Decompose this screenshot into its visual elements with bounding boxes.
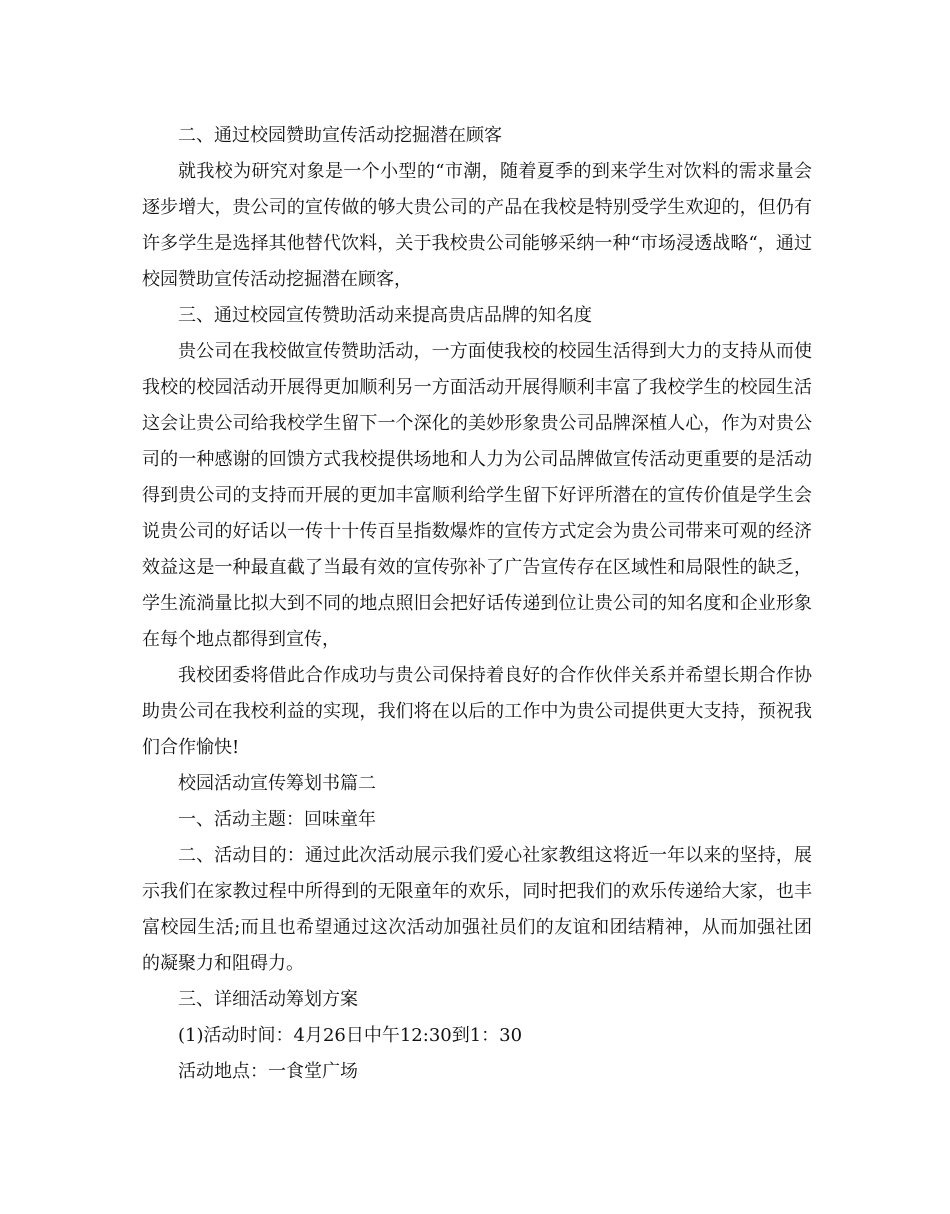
activity-purpose: 二、活动目的：通过此次活动展示我们爱心社家教组这将近一年以来的坚持，展示我们在家教过程中所得到的无限童年的欢乐，同时把我们的欢乐传递给大家，也丰富校园生活;而且也希望通过这次活动加强社员们的友谊和团结精神，从而加强社团的凝聚力和阻碍力。 xyxy=(142,845,812,974)
activity-location: 活动地点：一食堂广场 xyxy=(178,1061,358,1082)
heading-section-2: 二、通过校园赞助宣传活动挖掘潜在顾客 xyxy=(178,125,502,146)
paragraph-market-penetration: 就我校为研究对象是一个小型的“市潮，随着夏季的到来学生对饮料的需求量会逐步增大，贵公司的宣传做的够大贵公司的产品在我校是特别受学生欢迎的，但仍有许多学生是选择其他替代饮料，关于我校贵公司能够采纳一种“市场浸透战略“，通过校园赞助宣传活动挖掘潜在顾客， xyxy=(142,161,812,290)
heading-detailed-plan: 三、详细活动筹划方案 xyxy=(178,989,358,1010)
paragraph-cooperation: 我校团委将借此合作成功与贵公司保持着良好的合作伙伴关系并希望长期合作协助贵公司在我校利益的实现，我们将在以后的工作中为贵公司提供更大支持，预祝我们合作愉快! xyxy=(142,665,812,758)
activity-theme: 一、活动主题：回味童年 xyxy=(178,809,376,830)
document-body xyxy=(142,118,812,1090)
activity-time: (1)活动时间：4月26日中午12:30到1：30 xyxy=(178,1025,523,1046)
heading-section-3: 三、通过校园宣传赞助活动来提高贵店品牌的知名度 xyxy=(178,305,592,326)
paragraph-brand-awareness: 贵公司在我校做宣传赞助活动，一方面使我校的校园生活得到大力的支持从而使我校的校园活动开展得更加顺利另一方面活动开展得顺利丰富了我校学生的校园生活这会让贵公司给我校学生留下一个深化的美妙形象贵公司品牌深植人心，作为对贵公司的一种感谢的回馈方式我校提供场地和人力为公司品牌做宣传活动更重要的是活动得到贵公司的支持而开展的更加丰富顺利给学生留下好评所潜在的宣传价值是学生会说贵公司的好话以一传十十传百呈指数爆炸的宣传方式定会为贵公司带来可观的经济效益这是一种最直截了当最有效的宣传弥补了广告宣传存在区域性和局限性的缺乏，学生流淌量比拟大到不同的地点照旧会把好话传递到位让贵公司的知名度和企业形象在每个地点都得到宣传， xyxy=(142,341,812,650)
heading-plan-part-2: 校园活动宣传筹划书篇二 xyxy=(178,773,376,794)
